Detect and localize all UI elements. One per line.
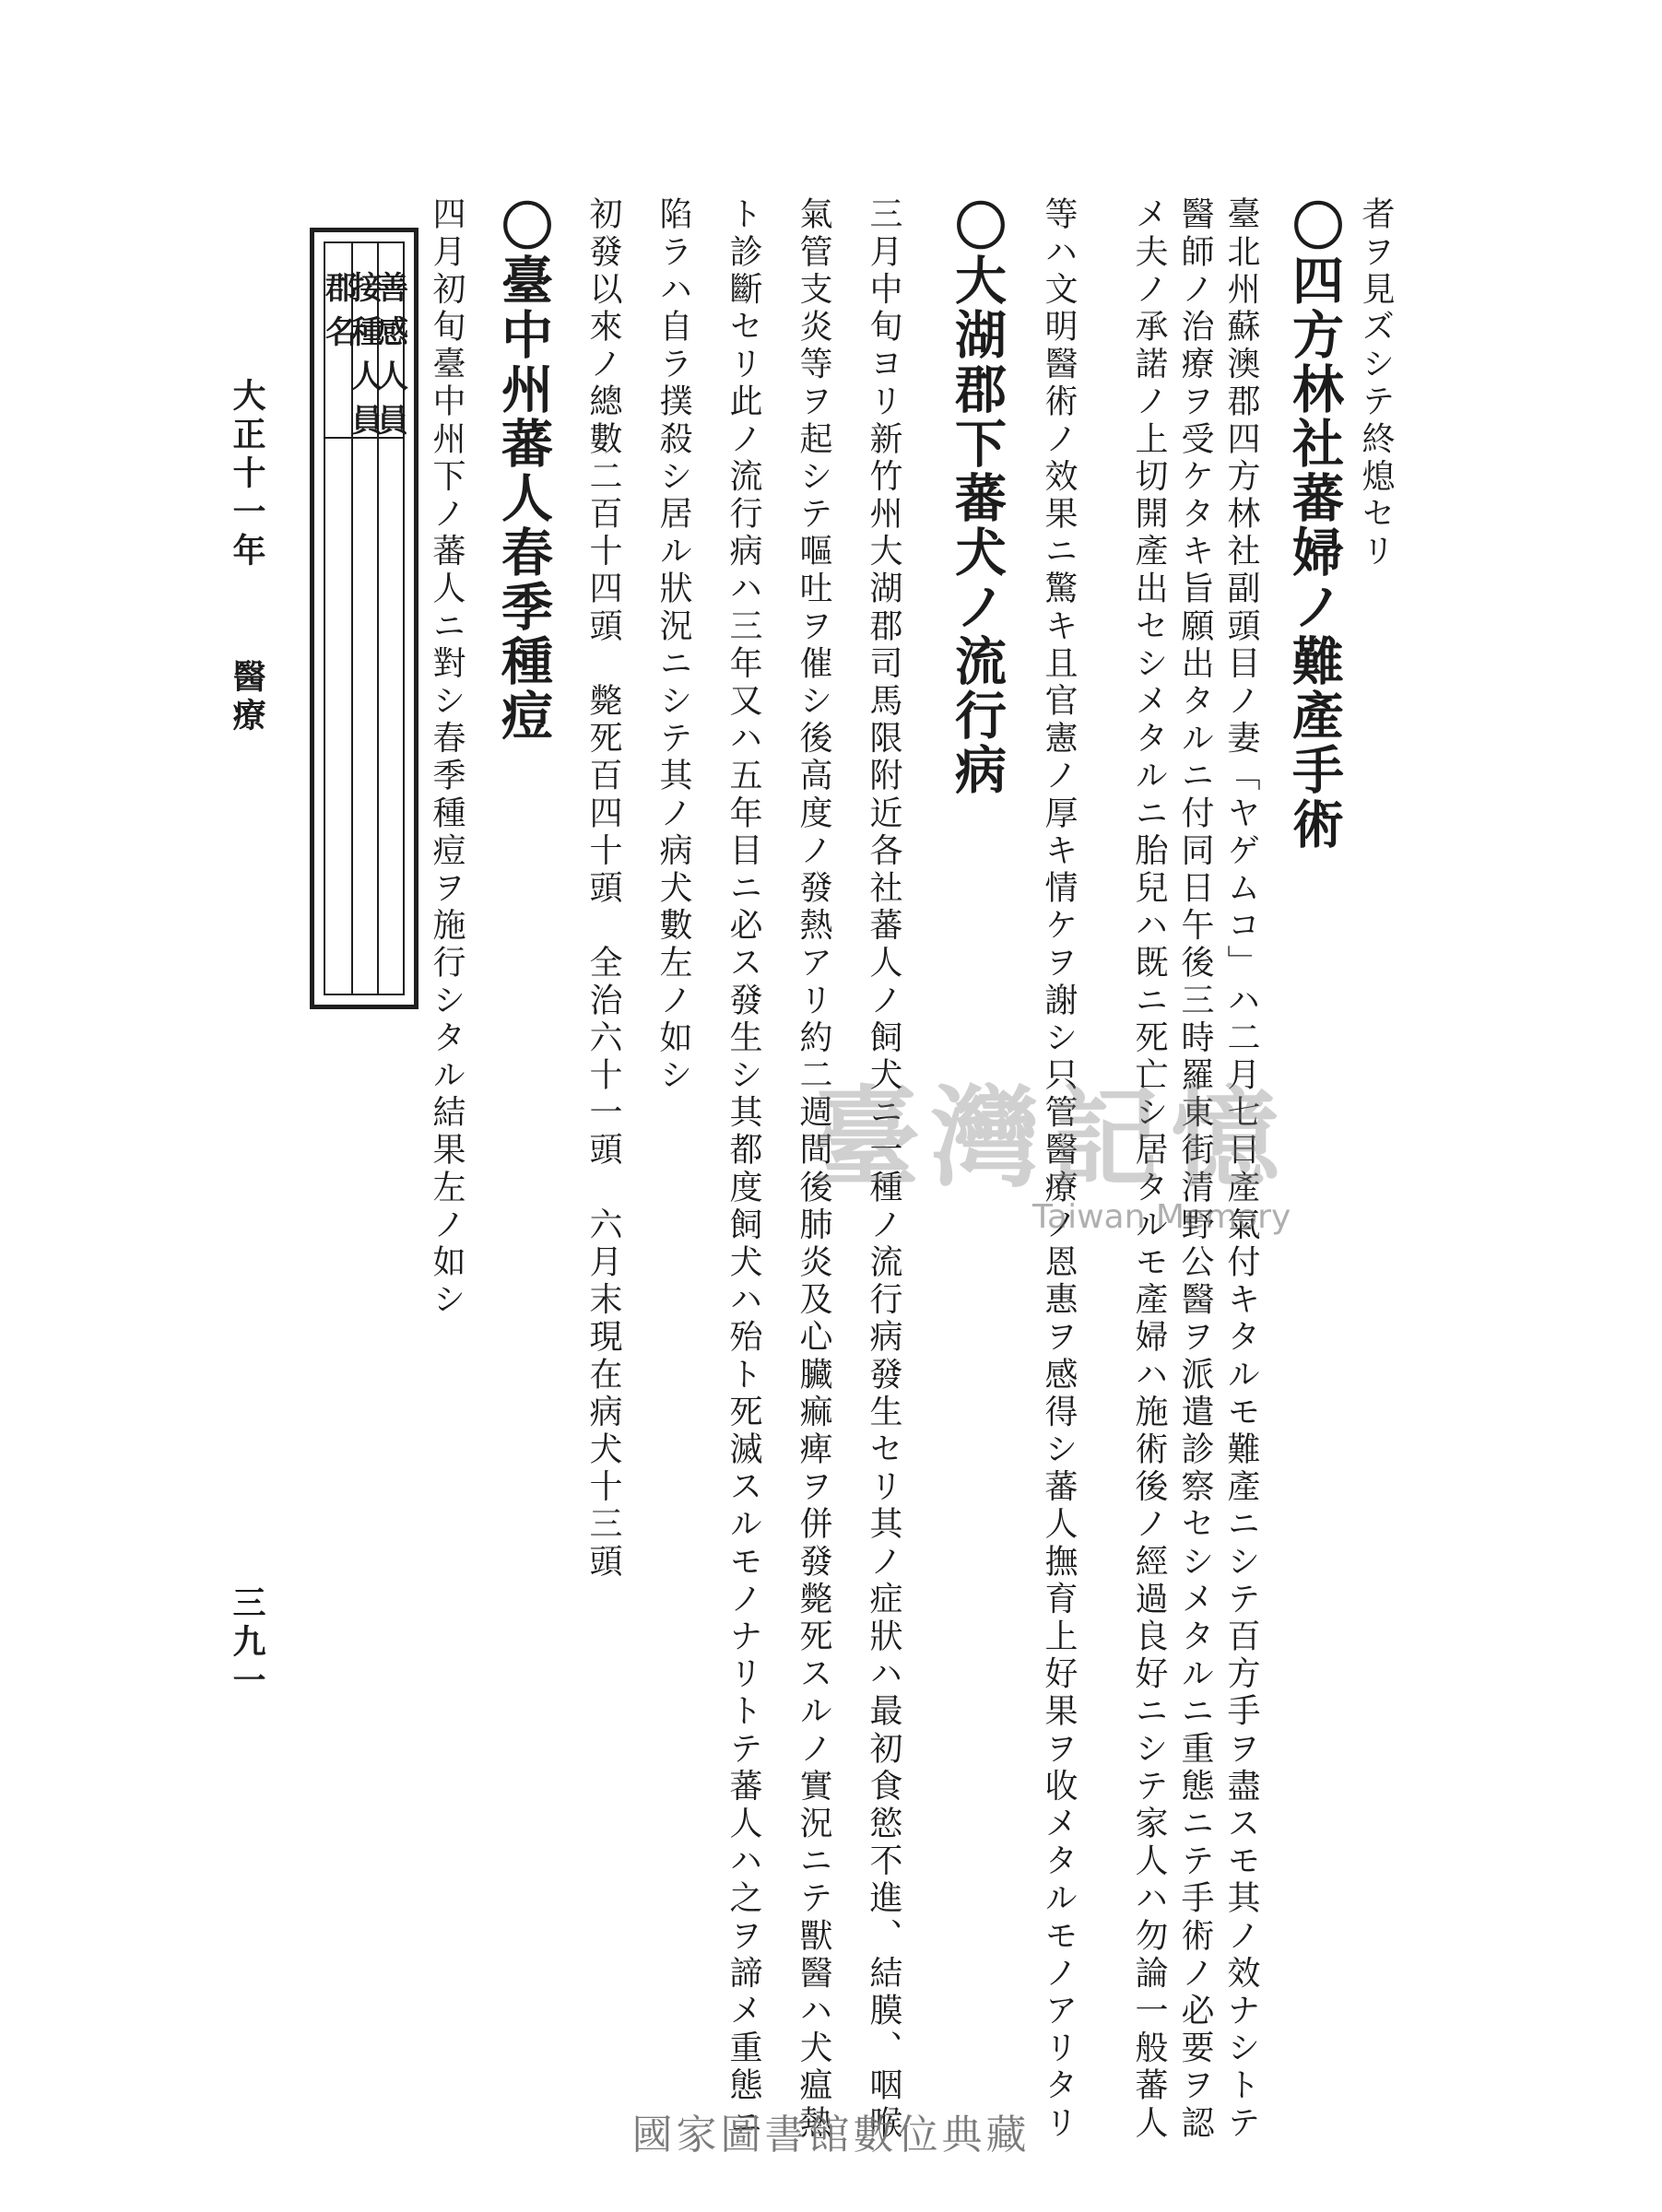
text-line: 氣管支炎等ヲ起シテ嘔吐ヲ催シ後高度ノ發熱アリ約二週間後肺炎及心臟痲痺ヲ併發斃死スルノ實況ニテ獸醫ハ犬瘟熱 [795, 196, 832, 2143]
text-line: メ夫ノ承諾ノ上切開產出セシメタルニ胎兒ハ既ニ死亡シ居タルモ產婦ハ施術後ノ經過良好ニシテ家人ハ勿論一般蕃人 [1130, 196, 1168, 2143]
running-head-year: 大正十一年 [228, 378, 266, 571]
vaccination-table [310, 228, 418, 1009]
library-footer: 國家圖書館數位典藏 [631, 2112, 1031, 2159]
watermark-logo: 臺灣記憶 [811, 1074, 1291, 1202]
page-number: 三九一 [228, 1585, 266, 1701]
text-line: 四月初旬臺中州下ノ蕃人ニ對シ春季種痘ヲ施行シタル結果左ノ如シ [428, 196, 466, 1319]
table-header-positive: 善感人員 [371, 271, 408, 448]
text-line: 三月中旬ヨリ新竹州大湖郡司馬限附近各社蕃人ノ飼犬ニ一種ノ流行病發生セリ其ノ症狀ハ最初食慾不進、結膜、咽喉 [865, 196, 902, 2143]
heading-taichung-vaccination: 〇臺中州蕃人春季種痘 [493, 199, 554, 743]
watermark-subtitle: Taiwan Memory [1032, 1198, 1291, 1236]
table-column-positive [371, 243, 408, 994]
heading-dahu-dog-epidemic: 〇大湖郡下蕃犬ノ流行病 [947, 199, 1008, 797]
text-line: 臺北州蘇澳郡四方林社副頭目ノ妻「ヤゲムコ」ハ二月七日產氣付キタルモ難產ニシテ百方手ヲ盡スモ其ノ效ナシトテ [1222, 196, 1260, 2143]
running-head-section: 醫療 [228, 659, 266, 736]
text-line: 醫師ノ治療ヲ受ケタキ旨願出タルニ付同日午後三時羅東街清野公醫ヲ派遣診察セシメタルニ重態ニテ手術ノ必要ヲ認 [1176, 196, 1214, 2143]
text-line: ト診斷セリ此ノ流行病ハ三年又ハ五年目ニ必ス發生シ其都度飼犬ハ殆ト死滅スルモノナリトテ蕃人ハ之ヲ諦メ重態ニ [725, 196, 762, 2143]
table-header-vaccinated: 接種人員 [345, 271, 383, 448]
text-line: 陷ラハ自ラ撲殺シ居ル狀況ニシテ其ノ病犬數左ノ如シ [654, 196, 692, 1095]
heading-sifanglin-childbirth: 〇四方林社蕃婦ノ難產手術 [1284, 199, 1345, 852]
table-header-district: 郡名 [319, 271, 357, 359]
text-line-continuation: 者ヲ見ズシテ終熄セリ [1357, 196, 1395, 571]
text-line-statistics: 初發以來ノ總數二百十四頭 斃死百四十頭 全治六十一頭 六月末現在病犬十三頭 [584, 196, 622, 1582]
text-line: 等ハ文明醫術ノ效果ニ驚キ且官憲ノ厚キ情ケヲ謝シ只管醫療ノ恩惠ヲ感得シ蕃人撫育上好果ヲ收メタルモノアリタリ [1040, 196, 1078, 2143]
